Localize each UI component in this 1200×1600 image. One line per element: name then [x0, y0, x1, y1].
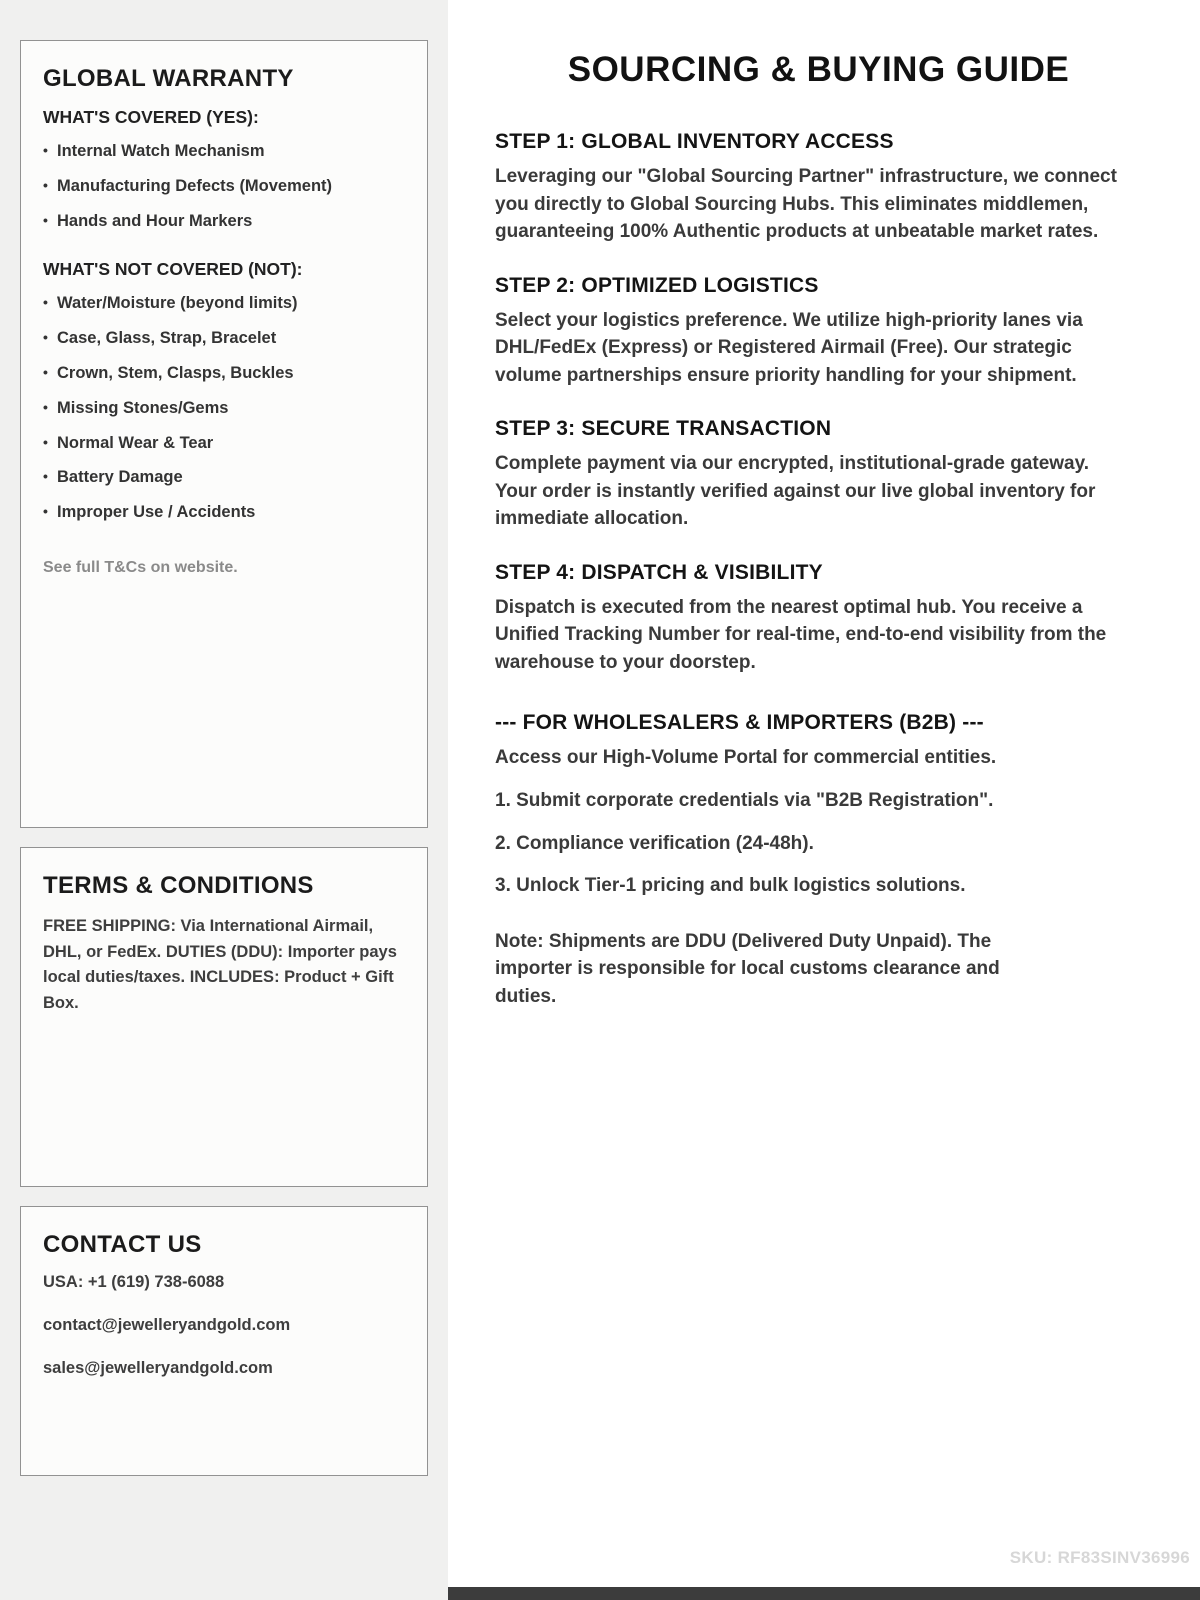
b2b-item: 1. Submit corporate credentials via "B2B Registration". [495, 790, 994, 812]
step-body: Dispatch is executed from the nearest optimal hub. You receive a Unified Tracking Number for real-time, end-to-end visibility from the warehouse to your doorstep. [495, 596, 1107, 674]
b2b-item: 3. Unlock Tier-1 pricing and bulk logistics solutions. [495, 875, 966, 897]
terms-title: TERMS & CONDITIONS [43, 872, 314, 899]
step-body: Complete payment via our encrypted, institutional-grade gateway. Your order is instantly verified against our live global inventory for immediate allocation. [495, 453, 1096, 530]
covered-heading: WHAT'S COVERED (YES): [43, 107, 259, 127]
warranty-card [20, 40, 428, 828]
contact-phone: USA: +1 (619) 738-6088 [43, 1273, 225, 1291]
not-covered-item: • Crown, Stem, Clasps, Buckles [43, 364, 405, 384]
page-title: SOURCING & BUYING GUIDE [567, 50, 1070, 89]
main-content [448, 0, 1200, 1600]
sku-label: SKU: RF83SINV36996 [1009, 1548, 1190, 1567]
not-covered-item: • Water/Moisture (beyond limits) [43, 294, 405, 314]
contact-email-sales: sales@jewelleryandgold.com [43, 1359, 273, 1377]
step-heading: STEP 2: OPTIMIZED LOGISTICS [495, 273, 819, 297]
covered-item: • Hands and Hour Markers [43, 212, 405, 232]
step-body: Select your logistics preference. We utilize high-priority lanes via DHL/FedEx (Express) or Registered Airmail (Free). Our strategic volume partnerships ensure priority handling for your shipment. [495, 309, 1083, 386]
contact-email-primary: contact@jewelleryandgold.com [43, 1316, 291, 1334]
covered-list [43, 142, 405, 231]
step-body: Leveraging our "Global Sourcing Partner" infrastructure, we connect you directly to Global Sourcing Hubs. This eliminates middlemen, guaranteeing 100% Authentic products at unbeatable market rates. [495, 166, 1117, 243]
step-heading: STEP 3: SECURE TRANSACTION [495, 417, 832, 441]
step-heading: STEP 1: GLOBAL INVENTORY ACCESS [495, 130, 894, 153]
not-covered-item: • Missing Stones/Gems [43, 399, 405, 419]
covered-item: • Internal Watch Mechanism [43, 142, 405, 162]
b2b-note: Note: Shipments are DDU (Delivered Duty Unpaid). The importer is responsible for local customs clearance and duties. [495, 930, 1000, 1007]
contact-card [20, 1206, 428, 1476]
terms-card [20, 847, 428, 1187]
covered-item: • Manufacturing Defects (Movement) [43, 177, 405, 197]
b2b-item: 2. Compliance verification (24-48h). [495, 832, 814, 854]
step-section-3 [495, 417, 1142, 533]
step-section-2 [495, 274, 1142, 390]
terms-body: FREE SHIPPING: Via International Airmail, DHL, or FedEx. DUTIES (DDU): Importer pays local duties/taxes. INCLUDES: Product + Gift Box. [43, 917, 397, 1012]
warranty-title: GLOBAL WARRANTY [43, 65, 294, 92]
warranty-footnote: See full T&Cs on website. [43, 558, 238, 576]
b2b-section [495, 711, 1142, 1011]
step-section-1 [495, 130, 1142, 246]
b2b-intro: Access our High-Volume Portal for commercial entities. [495, 746, 997, 768]
not-covered-item: • Battery Damage [43, 468, 405, 488]
footer-bar [448, 1587, 1200, 1600]
contact-title: CONTACT US [43, 1231, 202, 1258]
not-covered-heading: WHAT'S NOT COVERED (NOT): [43, 259, 303, 280]
step-section-4 [495, 561, 1142, 677]
sidebar [0, 0, 448, 1600]
not-covered-item: • Improper Use / Accidents [43, 503, 405, 523]
step-heading: STEP 4: DISPATCH & VISIBILITY [495, 560, 823, 584]
not-covered-item: • Case, Glass, Strap, Bracelet [43, 329, 405, 349]
not-covered-item: • Normal Wear & Tear [43, 434, 405, 454]
b2b-heading: --- FOR WHOLESALERS & IMPORTERS (B2B) --- [495, 710, 984, 734]
not-covered-list [43, 294, 405, 523]
